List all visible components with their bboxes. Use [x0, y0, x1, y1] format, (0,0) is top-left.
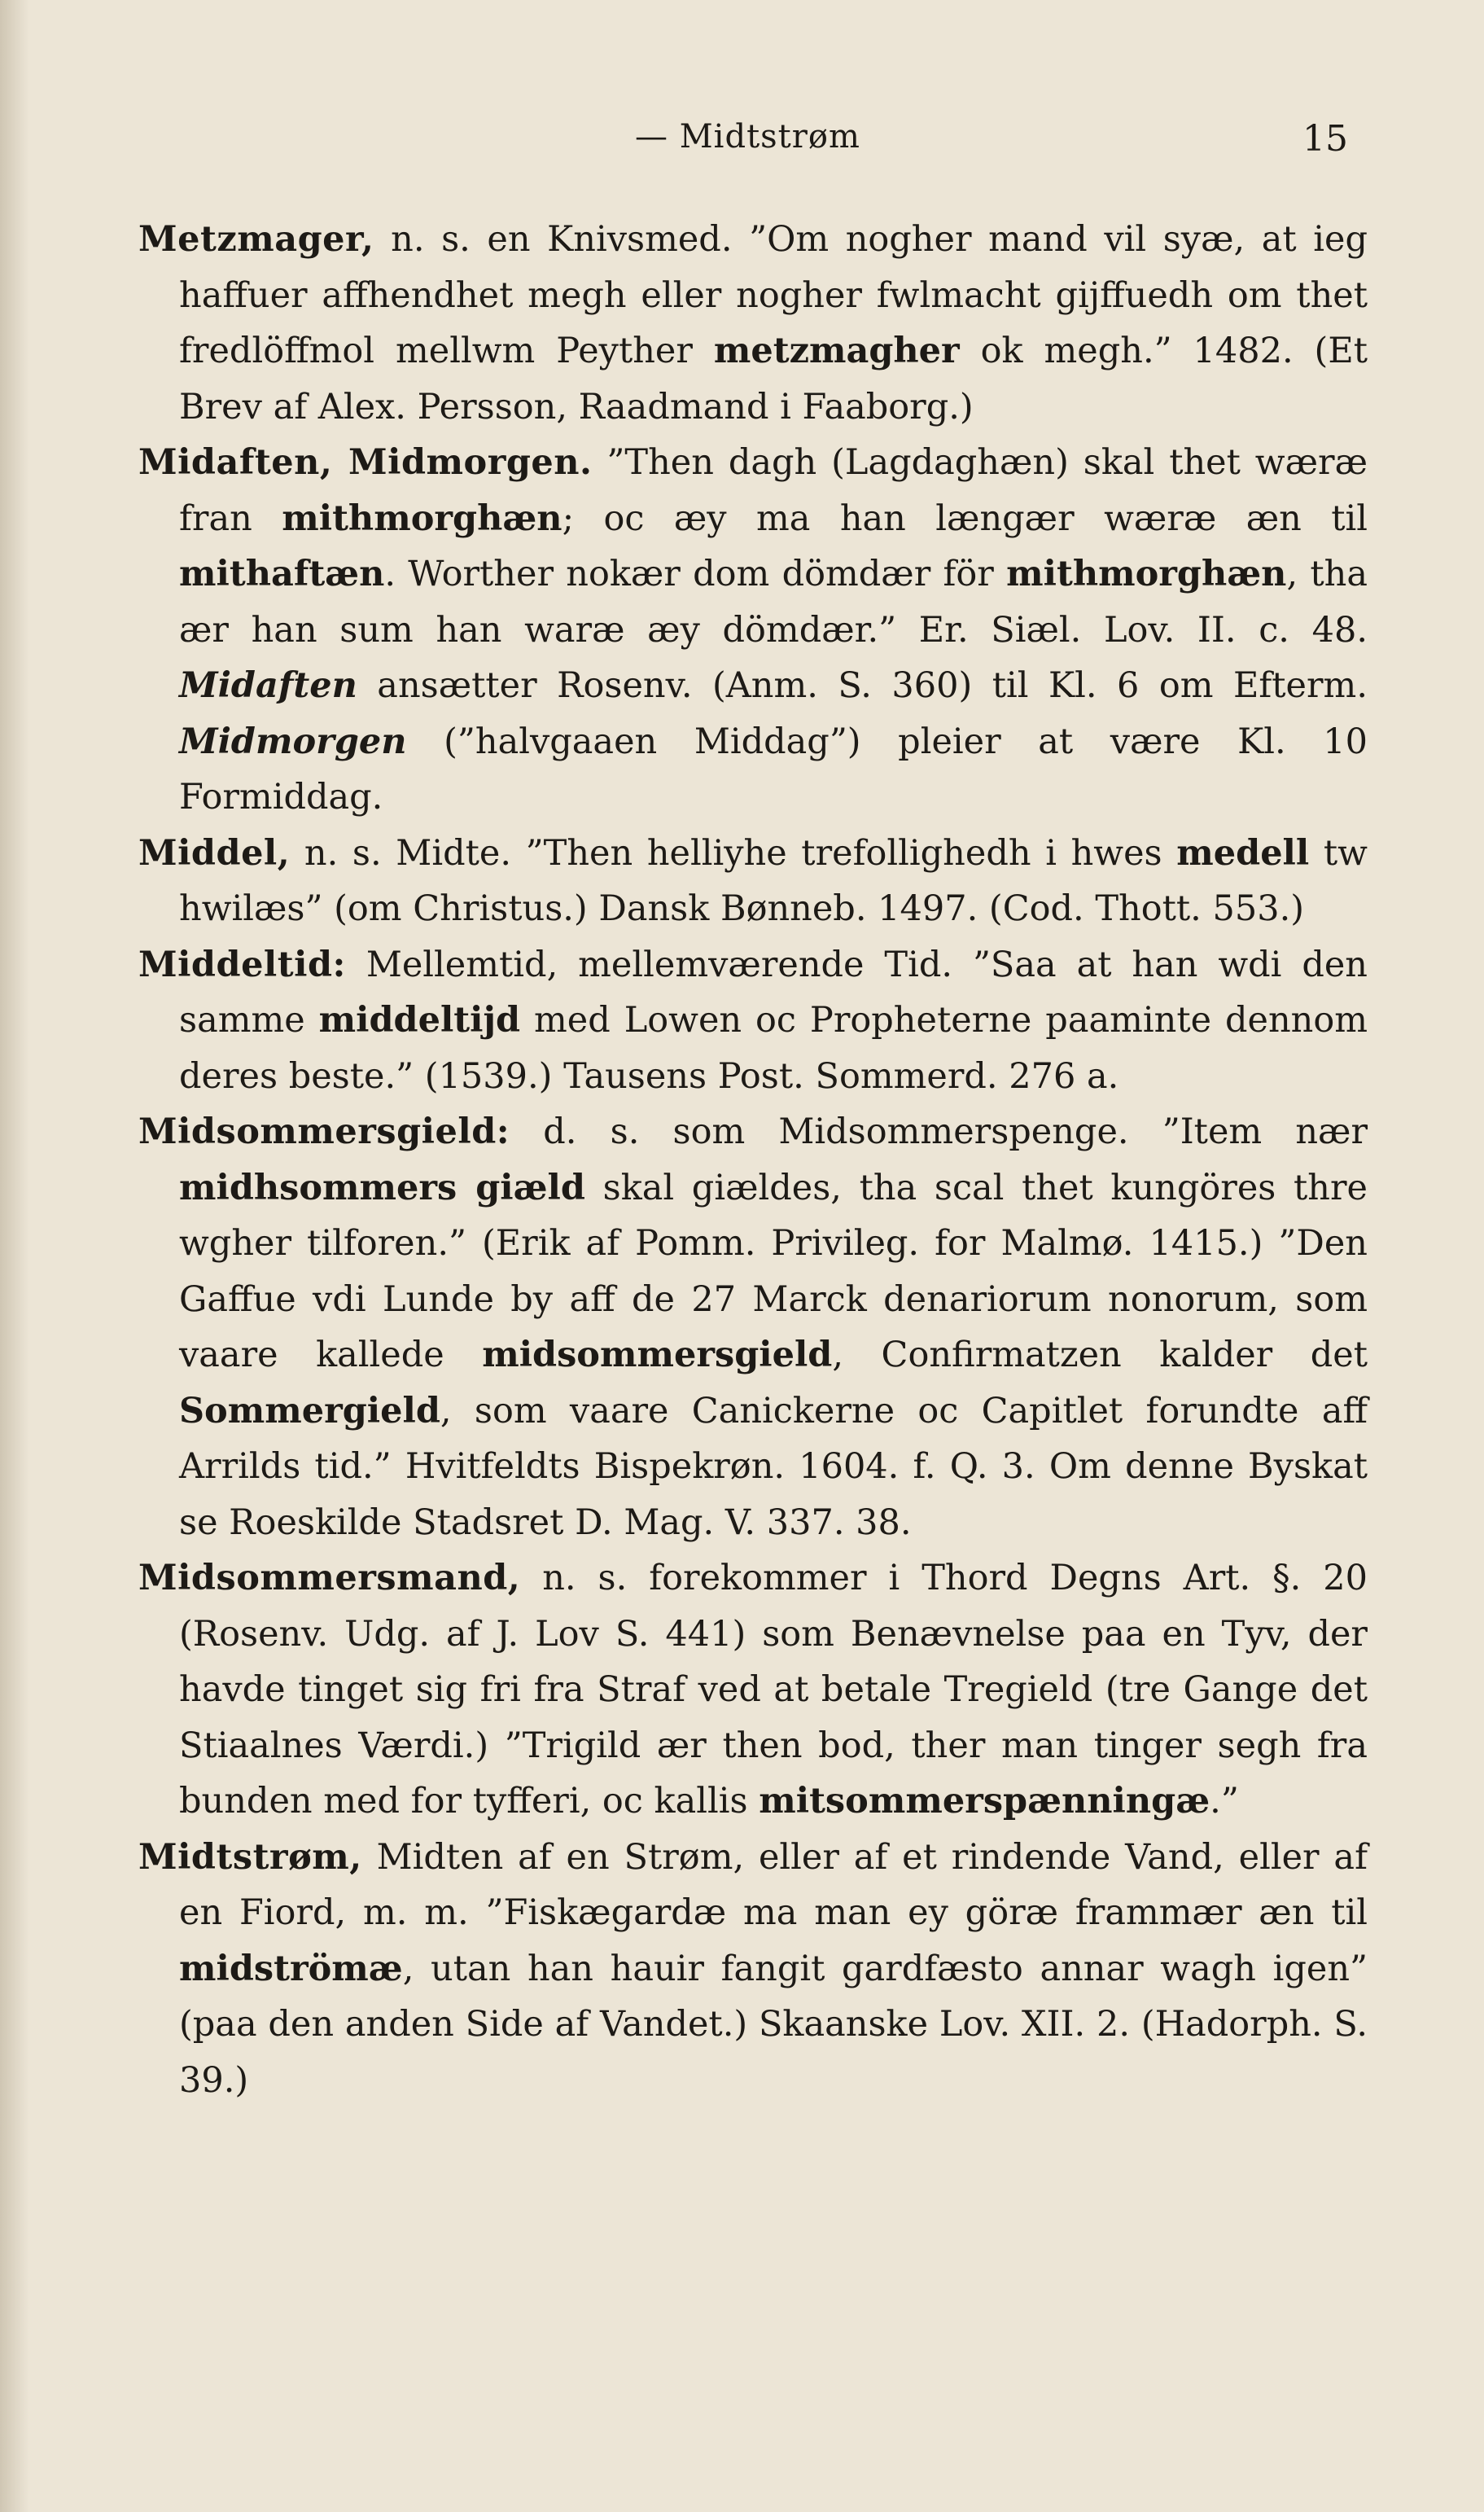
dictionary-entry [138, 1104, 1368, 1550]
dictionary-entry [138, 212, 1368, 435]
entry-text: , tha ær han sum han waræ æy dömdær.” Er. Siæl. Lov. II. c. 48. [179, 554, 1368, 651]
entry-text: ok megh.” 1482. (Et Brev af Alex. Persson, Raadmand i Faaborg.) [179, 331, 1368, 427]
entry-text: d. s. som Midsommerspenge. ”Item nær [510, 1111, 1368, 1152]
dictionary-entry [138, 826, 1368, 937]
quoted-word: mithaftæn [179, 554, 385, 594]
quoted-word: Sommergield [179, 1390, 440, 1431]
entry-text: n. s. en Knivsmed. ”Om nogher mand vil syæ, at ieg haffuer affhendhet megh eller nogher fwlmacht gijffuedh om thet fredlöffmol mellwm Peyther [179, 219, 1368, 371]
dictionary-entries [138, 212, 1368, 2108]
entry-text: skal giældes, tha scal thet kungöres thre wgher tilforen.” (Erik af Pomm. Privileg. for Malmø. 1415.) ”Den Gaffue vdi Lunde by aff de 27 Marck denariorum nonorum, som vaare kallede [179, 1167, 1368, 1375]
quoted-word: midsommersgield [482, 1335, 833, 1375]
quoted-word: medell [1176, 832, 1310, 874]
entry-headword: Metzmager, [138, 219, 374, 260]
quoted-word: middeltijd [318, 1000, 521, 1041]
entry-text: , utan han hauir fangit gardfæsto annar wagh igen” (paa den anden Side af Vandet.) Skaanske Lov. XII. 2. (Hadorph. S. 39.) [179, 1948, 1368, 2101]
quoted-word: mithmorghæn [282, 498, 563, 539]
entry-text: n. s. forekommer i Thord Degns Art. §. 20 (Rosenv. Udg. af J. Lov S. 441) som Benævnelse paa en Tyv, der havde tinget sig fri fra Straf ved at betale Tregield (tre Gange det Stiaalnes Værdi.) ”Trigild ær then bod, ther man tinger segh fra bunden med for tyfferi, oc kallis [179, 1558, 1368, 1822]
running-head: — Midtstrøm [635, 118, 860, 156]
quoted-word: mitsommerspænningæ [759, 1781, 1210, 1822]
page-edge-shadow [0, 0, 29, 2512]
entry-text: ”Then dagh (Lagdaghæn) skal thet wæræ fran [179, 442, 1368, 539]
quoted-word: midströmæ [179, 1948, 403, 1989]
entry-headword: Midsommersgield: [138, 1111, 510, 1152]
entry-text: med Lowen oc Propheterne paaminte dennom deres beste.” (1539.) Tausens Post. Sommerd. 276 a. [179, 1000, 1368, 1097]
dictionary-entry [138, 435, 1368, 826]
entry-text: ansætter Rosenv. (Anm. S. 360) til Kl. 6 om Efterm. [357, 665, 1368, 706]
entry-headword: Midsommersmand, [138, 1558, 521, 1598]
entry-headword: Middeltid: [138, 944, 346, 985]
entry-text: ; oc æy ma han længær wæræ æn til [562, 498, 1368, 539]
entry-text: n. s. Midte. ”Then helliyhe trefollighedh i hwes [290, 832, 1177, 874]
entry-text: , Confirmatzen kalder det [832, 1335, 1368, 1375]
entry-headword: Midaften, Midmorgen. [138, 442, 593, 483]
entry-text: (”halvgaaen Middag”) pleier at være Kl. 10 Formiddag. [179, 721, 1368, 818]
quoted-word: midhsommers giæld [179, 1167, 585, 1208]
entry-headword: Middel, [138, 832, 291, 874]
quoted-word: metzmagher [713, 331, 960, 371]
entry-text: .” [1210, 1781, 1239, 1822]
entry-text: Mellemtid, mellemværende Tid. ”Saa at han wdi den samme [179, 944, 1368, 1041]
subheadword: Midmorgen [179, 721, 407, 762]
dictionary-entry [138, 1830, 1368, 2109]
subheadword: Midaften [179, 665, 357, 706]
entry-text: Midten af en Strøm, eller af et rindende Vand, eller af en Fiord, m. m. ”Fiskægardæ ma man ey göræ frammær æn til [179, 1836, 1368, 1933]
dictionary-entry [138, 1550, 1368, 1830]
page-number: 15 [1302, 118, 1348, 160]
entry-text: , som vaare Canickerne oc Capitlet forundte aff Arrilds tid.” Hvitfeldts Bispekrøn. 1604. f. Q. 3. Om denne Byskat se Roeskilde Stadsret D. Mag. V. 337. 38. [179, 1390, 1368, 1543]
entry-text: tw hwilæs” (om Christus.) Dansk Bønneb. 1497. (Cod. Thott. 553.) [179, 832, 1368, 929]
dictionary-entry [138, 937, 1368, 1105]
entry-headword: Midtstrøm, [138, 1836, 362, 1878]
entry-text: . Worther nokær dom dömdær för [384, 554, 1007, 594]
quoted-word: mithmorghæn [1006, 554, 1287, 594]
